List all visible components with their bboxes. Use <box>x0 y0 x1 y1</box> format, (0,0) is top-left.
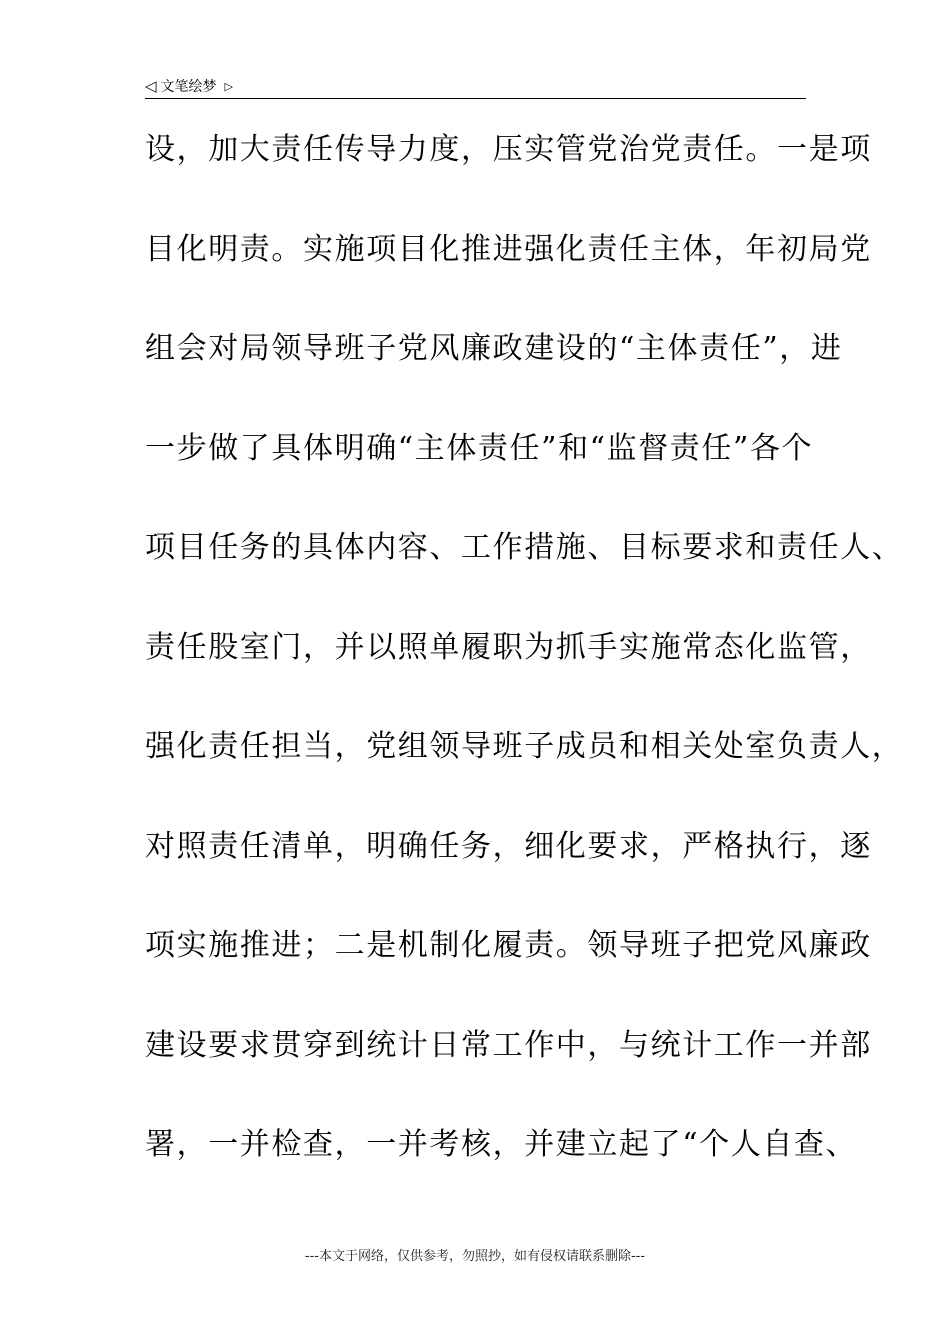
triangle-left-icon: ◁ <box>145 76 157 95</box>
body-line: 目化明责。实施项目化推进强化责任主体，年初局党 <box>145 231 872 267</box>
triangle-right-icon: ▷ <box>224 79 234 93</box>
document-body <box>145 125 904 1220</box>
page-header <box>145 74 805 98</box>
body-line: 署，一并检查，一并考核，并建立起了“个人自查、 <box>145 1127 858 1162</box>
header-divider <box>145 98 806 99</box>
header-title: 文笔绘梦 <box>160 79 217 95</box>
body-line: 责任股室门，并以照单履职为抓手实施常态化监管， <box>145 629 872 665</box>
body-line: 对照责任清单，明确任务，细化要求，严格执行，逐 <box>145 828 872 864</box>
page-footer-disclaimer: ---本文于网络，仅供参考，勿照抄，如有侵权请联系删除--- <box>304 1249 646 1264</box>
body-line: 强化责任担当，党组领导班子成员和相关处室负责人， <box>145 729 904 764</box>
body-line: 项实施推进；二是机制化履责。领导班子把党风廉政 <box>145 928 872 963</box>
body-line: 设，加大责任传导力度，压实管党治党责任。一是项 <box>145 132 872 167</box>
body-line: 建设要求贯穿到统计日常工作中，与统计工作一并部 <box>145 1027 872 1063</box>
body-line: 组会对局领导班子党风廉政建设的“主体责任”，进 <box>145 331 843 366</box>
body-line: 项目任务的具体内容、工作措施、目标要求和责任人、 <box>145 530 904 565</box>
body-line: 一步做了具体明确“主体责任”和“监督责任”各个 <box>145 430 814 466</box>
